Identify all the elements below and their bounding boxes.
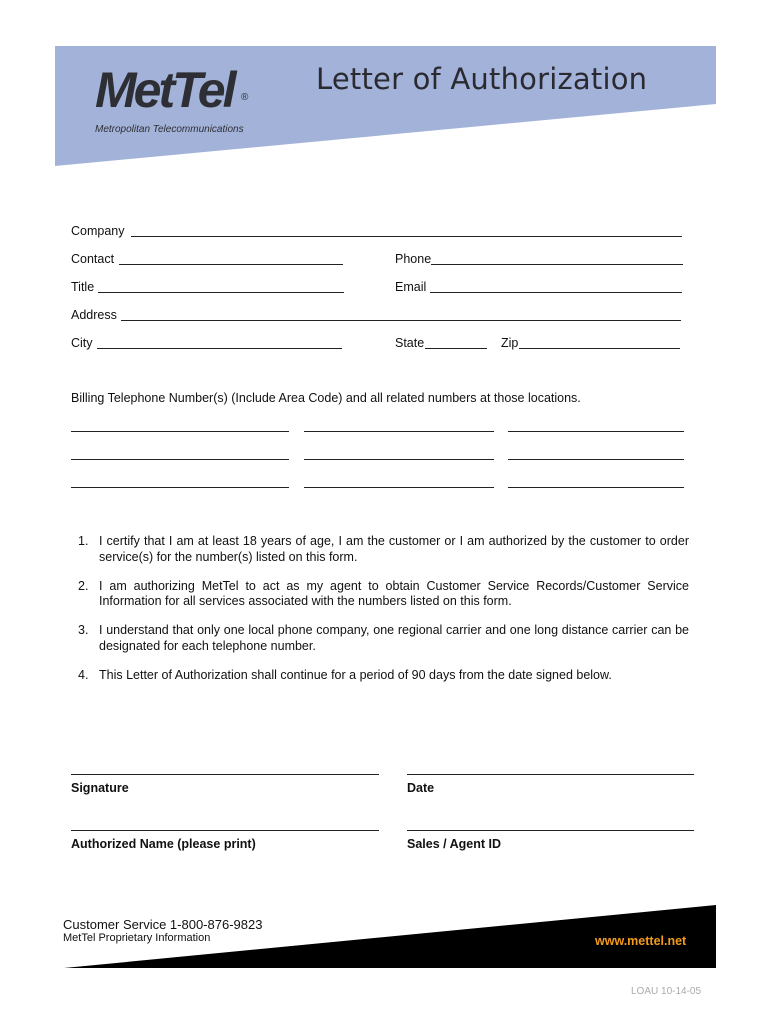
billing-number-field[interactable] [304, 487, 494, 488]
mettel-logo [95, 62, 295, 142]
address-field[interactable] [121, 320, 681, 321]
contact-field[interactable] [119, 264, 343, 265]
company-label: Company [71, 224, 125, 238]
billing-number-field[interactable] [71, 431, 289, 432]
contact-label: Contact [71, 252, 115, 266]
address-label: Address [71, 308, 117, 322]
term-number: 2. [78, 578, 89, 593]
term-number: 1. [78, 534, 89, 548]
city-field[interactable] [97, 348, 342, 349]
website-link[interactable]: www.mettel.net [595, 934, 687, 948]
signature-label: Signature [71, 781, 129, 795]
city-label: City [71, 336, 93, 350]
term-text: I am authorizing MetTel to act as my agent to obtain Customer Service Records/Customer Service Information for all services associated with the numbers listed on this form. [99, 578, 689, 608]
date-field[interactable] [407, 774, 694, 775]
state-field[interactable] [425, 348, 487, 349]
title-label: Title [71, 280, 95, 294]
zip-field[interactable] [519, 348, 680, 349]
term-item [71, 668, 689, 684]
billing-number-field[interactable] [508, 431, 684, 432]
billing-number-field[interactable] [304, 459, 494, 460]
term-text: I understand that only one local phone company, one regional carrier and one long distance carrier can be designated for each telephone number. [99, 623, 689, 653]
form-code: LOAU 10-14-05 [631, 986, 702, 997]
title-field[interactable] [98, 292, 344, 293]
state-label: State [395, 336, 425, 350]
billing-numbers-label: Billing Telephone Number(s) (Include Area Code) and all related numbers at those locations. [71, 391, 581, 405]
zip-label: Zip [501, 336, 519, 350]
billing-number-field[interactable] [304, 431, 494, 432]
document-title: Letter of Authorization [316, 62, 648, 96]
phone-field[interactable] [431, 264, 683, 265]
date-label: Date [407, 781, 435, 795]
proprietary-notice: MetTel Proprietary Information [63, 932, 211, 944]
logo-text: MetTel [95, 62, 234, 118]
term-number: 4. [78, 667, 89, 682]
term-item [71, 579, 689, 610]
billing-number-field[interactable] [508, 459, 684, 460]
customer-service-phone: Customer Service 1-800-876-9823 [63, 917, 263, 932]
billing-number-field[interactable] [71, 459, 289, 460]
email-label: Email [395, 280, 427, 294]
logo-registered-mark: ® [241, 92, 249, 103]
billing-number-field[interactable] [71, 487, 289, 488]
company-field[interactable] [131, 236, 682, 237]
sales-agent-id-label: Sales / Agent ID [407, 837, 502, 851]
sales-agent-id-field[interactable] [407, 830, 694, 831]
signature-field[interactable] [71, 774, 379, 775]
authorized-name-label: Authorized Name (please print) [71, 837, 256, 851]
term-number: 3. [78, 623, 89, 637]
term-text: I certify that I am at least 18 years of age, I am the customer or I am authorized by the customer to order service(s) for the number(s) listed on this form. [99, 534, 689, 564]
email-field[interactable] [430, 292, 682, 293]
term-item [71, 534, 689, 565]
billing-number-field[interactable] [508, 487, 684, 488]
term-item [71, 623, 689, 654]
logo-subtitle: Metropolitan Telecommunications [95, 124, 244, 135]
authorized-name-field[interactable] [71, 830, 379, 831]
phone-label: Phone [395, 252, 432, 266]
term-text: This Letter of Authorization shall continue for a period of 90 days from the date signed below. [99, 667, 612, 682]
authorization-terms [71, 534, 689, 697]
